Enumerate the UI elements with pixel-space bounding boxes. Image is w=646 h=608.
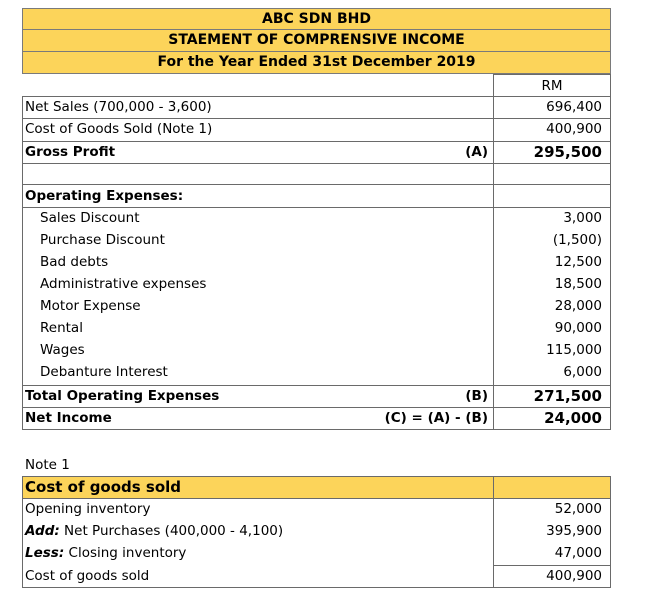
opex-item-value: 18,500 — [554, 276, 602, 292]
opex-item-label: Purchase Discount — [40, 232, 165, 248]
total-opex-value: 271,500 — [533, 387, 602, 405]
total-opex-ref: (B) — [465, 388, 488, 404]
opex-item-value: 12,500 — [554, 254, 602, 270]
note-line — [22, 587, 611, 588]
less-closing-label — [25, 543, 186, 564]
net-purchases-value: 395,900 — [546, 523, 602, 539]
opex-item-label: Motor Expense — [40, 298, 141, 314]
net-sales-label: Net Sales (700,000 - 3,600) — [25, 99, 212, 115]
add-purchases-text: Net Purchases (400,000 - 4,100) — [59, 523, 284, 539]
opex-heading: Operating Expenses: — [25, 188, 184, 204]
total-opex-label: Total Operating Expenses — [25, 388, 220, 404]
currency-label: RM — [541, 78, 563, 94]
cogs-result-value: 400,900 — [546, 568, 602, 584]
opex-item-label: Rental — [40, 320, 83, 336]
net-income-value: 24,000 — [544, 409, 602, 427]
cogs-value: 400,900 — [546, 121, 602, 137]
statement-title: STAEMENT OF COMPRENSIVE INCOME — [22, 30, 611, 52]
company-name: ABC SDN BHD — [22, 8, 611, 30]
note-label: Note 1 — [25, 457, 70, 473]
net-income-label: Net Income — [25, 410, 112, 426]
column-divider — [493, 74, 494, 430]
opex-item-value: 3,000 — [563, 210, 602, 226]
table-left-border — [22, 96, 23, 430]
add-prefix: Add: — [25, 523, 60, 539]
net-sales-value: 696,400 — [546, 99, 602, 115]
opex-item-label: Wages — [40, 342, 85, 358]
opex-item-value: 28,000 — [554, 298, 602, 314]
opex-item-label: Administrative expenses — [40, 276, 207, 292]
rm-cell-top — [493, 74, 611, 75]
gross-profit-label: Gross Profit — [25, 144, 116, 160]
closing-inventory-value: 47,000 — [554, 545, 602, 561]
note-heading: Cost of goods sold — [25, 478, 182, 496]
opex-item-label: Debanture Interest — [40, 364, 168, 380]
note-line — [22, 476, 611, 477]
note-left-border — [22, 476, 23, 588]
add-purchases-label — [25, 521, 283, 542]
gross-profit-value: 295,500 — [533, 143, 602, 161]
gross-profit-ref: (A) — [465, 144, 488, 160]
opex-item-label: Sales Discount — [40, 210, 140, 226]
opex-item-label: Bad debts — [40, 254, 109, 270]
row-line — [22, 429, 611, 430]
statement-period: For the Year Ended 31st December 2019 — [22, 52, 611, 74]
opex-item-value: 6,000 — [563, 364, 602, 380]
row-line — [22, 184, 611, 185]
net-income-ref: (C) = (A) - (B) — [384, 410, 488, 426]
opex-item-value: (1,500) — [552, 232, 602, 248]
opening-inventory-value: 52,000 — [554, 501, 602, 517]
opex-item-value: 115,000 — [546, 342, 602, 358]
note-right-border — [610, 476, 611, 588]
cogs-result-label: Cost of goods sold — [25, 568, 150, 584]
cogs-label: Cost of Goods Sold (Note 1) — [25, 121, 213, 137]
less-closing-text: Closing inventory — [64, 545, 187, 561]
opening-inventory-label: Opening inventory — [25, 501, 151, 517]
table-right-border — [610, 74, 611, 430]
opex-item-value: 90,000 — [554, 320, 602, 336]
note-column-divider — [493, 476, 494, 588]
row-line — [22, 163, 611, 164]
less-prefix: Less: — [25, 545, 65, 561]
